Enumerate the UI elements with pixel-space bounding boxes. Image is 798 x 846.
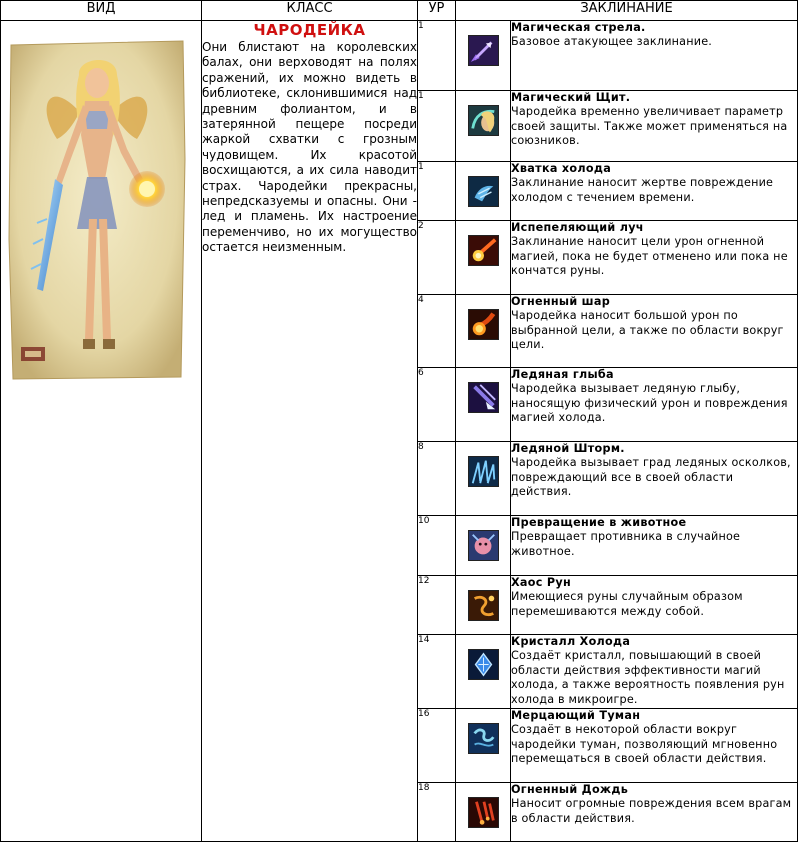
spell-description: Чародейка наносит большой урон по выбранной цели, а также по области вокруг цели. — [511, 309, 784, 352]
spell-level: 6 — [418, 368, 456, 442]
shimmering-fog-icon — [468, 723, 499, 754]
spell-name: Магическая стрела. — [511, 21, 646, 34]
header-level: УР — [418, 1, 456, 21]
header-row — [1, 1, 798, 21]
spell-name: Огненный шар — [511, 295, 611, 308]
spell-level: 2 — [418, 221, 456, 295]
header-view: ВИД — [1, 1, 202, 21]
spell-name: Огненный Дождь — [511, 783, 629, 796]
spell-icon-cell — [456, 91, 511, 162]
spell-description: Создаёт кристалл, повышающий в своей области действия эффективности магий холода, а также вероятность появления рун холода в микроигре. — [511, 649, 785, 706]
spell-level: 12 — [418, 576, 456, 635]
spell-icon-cell — [456, 442, 511, 516]
spell-name: Мерцающий Туман — [511, 709, 641, 722]
spell-level: 1 — [418, 21, 456, 91]
magic-shield-icon — [468, 105, 499, 136]
fire-rain-icon — [468, 797, 499, 828]
spell-name: Кристалл Холода — [511, 635, 631, 648]
spell-icon-cell — [456, 295, 511, 368]
fire-beam-icon — [468, 235, 499, 266]
spell-info — [511, 221, 798, 295]
spell-info — [511, 516, 798, 576]
spell-level: 8 — [418, 442, 456, 516]
header-spell: ЗАКЛИНАНИЕ — [456, 1, 798, 21]
header-class: КЛАСС — [202, 1, 418, 21]
spell-description: Чародейка временно увеличивает параметр своей защиты. Также может применяться на союзников. — [511, 105, 788, 148]
table-row — [1, 21, 798, 91]
spell-icon-cell — [456, 516, 511, 576]
view-cell — [1, 21, 202, 842]
spell-description: Чародейка вызывает град ледяных осколков, повреждающий все в своей области действия. — [511, 456, 791, 499]
spell-name: Магический Щит. — [511, 91, 631, 104]
fireball-icon — [468, 309, 499, 340]
spell-icon-cell — [456, 635, 511, 709]
spell-info — [511, 709, 798, 783]
cold-crystal-icon — [468, 649, 499, 680]
spell-name: Испепеляющий луч — [511, 221, 644, 234]
spell-description: Превращает противника в случайное животное. — [511, 530, 741, 558]
spell-info — [511, 783, 798, 842]
spell-level: 4 — [418, 295, 456, 368]
ice-storm-icon — [468, 456, 499, 487]
spell-info — [511, 21, 798, 91]
spell-description: Наносит огромные повреждения всем врагам в области действия. — [511, 797, 792, 825]
spell-description: Базовое атакующее заклинание. — [511, 35, 713, 49]
spell-icon-cell — [456, 21, 511, 91]
cold-grip-icon — [468, 176, 499, 207]
spell-info — [511, 368, 798, 442]
spell-description: Чародейка вызывает ледяную глыбу, наносящую физический урон и повреждения магией холода. — [511, 382, 788, 425]
ice-block-icon — [468, 382, 499, 413]
spell-info — [511, 635, 798, 709]
spell-info — [511, 442, 798, 516]
spell-description: Заклинание наносит жертве повреждение холодом с течением времени. — [511, 176, 774, 204]
spell-name: Хаос Рун — [511, 576, 572, 589]
spell-level: 10 — [418, 516, 456, 576]
spell-info — [511, 91, 798, 162]
spell-description: Создаёт в некоторой области вокруг чародейки туман, позволяющий мгновенно перемещаться в своей области действия. — [511, 723, 778, 766]
spell-info — [511, 576, 798, 635]
spell-icon-cell — [456, 576, 511, 635]
spell-description: Заклинание наносит цели урон огненной магией, пока не будет отменено или пока не кончатся руны. — [511, 235, 788, 278]
spell-description: Имеющиеся руны случайным образом перемешиваются между собой. — [511, 590, 743, 618]
spell-icon-cell — [456, 709, 511, 783]
class-description: Они блистают на королевских балах, они верховодят на полях сражений, их можно видеть в библиотеке, склонившимися над древним фолиантом, и в затерянной пещере посреди жаркой схватки с грозным чудовищем. Их красотой восхищаются, а их сила наводит страх. Чародейки прекрасны, непредсказуемы и опасны. Они - лед и пламень. Их настроение переменчиво, но их могущество остается неизменным. — [202, 40, 417, 255]
spell-icon-cell — [456, 368, 511, 442]
rune-chaos-icon — [468, 590, 499, 621]
spell-info — [511, 295, 798, 368]
spell-level: 16 — [418, 709, 456, 783]
spell-level: 18 — [418, 783, 456, 842]
sorceress-portrait-image — [7, 39, 187, 381]
spell-icon-cell — [456, 162, 511, 221]
spell-level: 14 — [418, 635, 456, 709]
spell-name: Ледяной Шторм. — [511, 442, 625, 455]
spell-name: Хватка холода — [511, 162, 612, 175]
spell-icon-cell — [456, 221, 511, 295]
class-title: ЧАРОДЕЙКА — [253, 21, 366, 39]
spell-level: 1 — [418, 91, 456, 162]
animal-transform-icon — [468, 530, 499, 561]
class-cell — [202, 21, 418, 842]
spell-info — [511, 162, 798, 221]
magic-arrow-icon — [468, 35, 499, 66]
spell-level: 1 — [418, 162, 456, 221]
spell-name: Ледяная глыба — [511, 368, 614, 381]
spell-icon-cell — [456, 783, 511, 842]
spell-name: Превращение в животное — [511, 516, 687, 529]
